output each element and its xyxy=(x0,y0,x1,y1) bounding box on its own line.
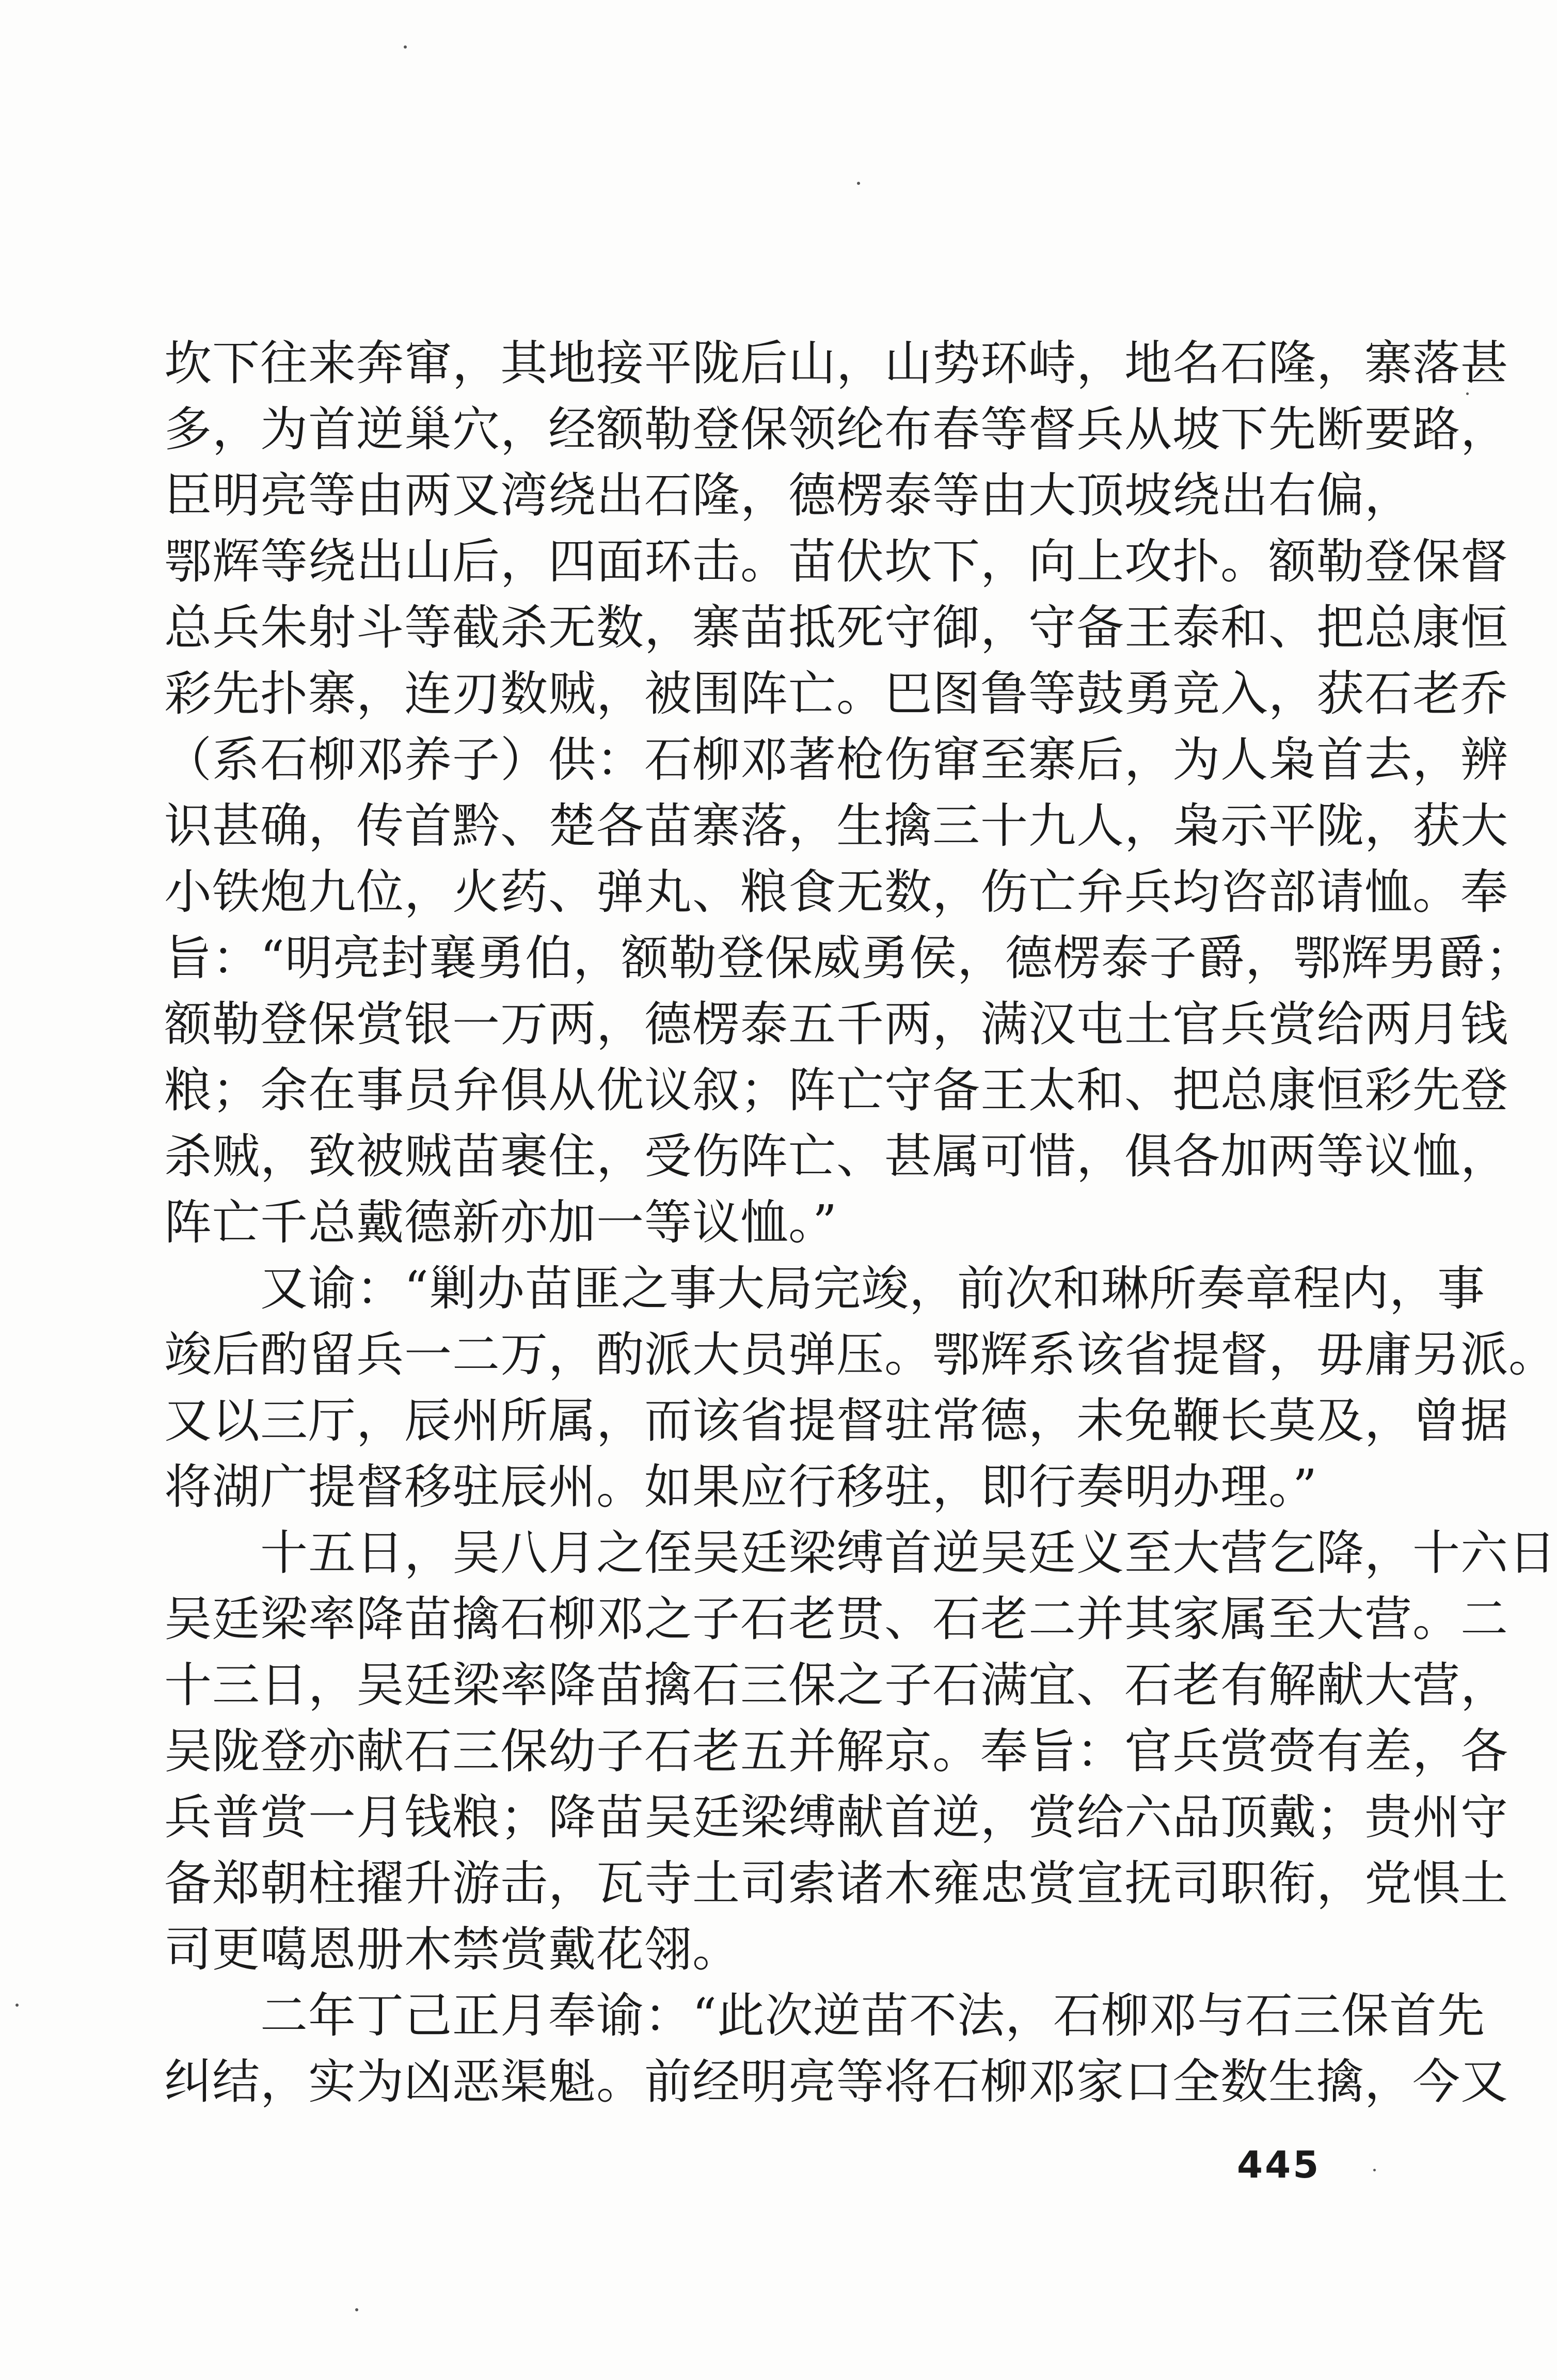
text-line: 彩先扑寨，连刃数贼，被围阵亡。巴图鲁等鼓勇竞入，获石老乔 xyxy=(164,666,1509,721)
text-line: 十三日，吴廷梁率降苗擒石三保之子石满宜、石老有解献大营， xyxy=(164,1658,1509,1713)
text-line: 杀贼，致被贼苗裹住，受伤阵亡、甚属可惜，俱各加两等议恤， xyxy=(164,1129,1509,1184)
text-line: 阵亡千总戴德新亦加一等议恤。” xyxy=(164,1195,838,1250)
text-line: 十五日，吴八月之侄吴廷梁缚首逆吴廷义至大营乞降，十六日 xyxy=(164,1525,1557,1581)
text-line: 吴廷梁率降苗擒石柳邓之子石老贯、石老二并其家属至大营。二 xyxy=(164,1591,1509,1647)
text-line: 纠结，实为凶恶渠魁。前经明亮等将石柳邓家口全数生擒，今又 xyxy=(164,2054,1509,2109)
text-line: 竣后酌留兵一二万，酌派大员弹压。鄂辉系该省提督，毋庸另派。 xyxy=(164,1327,1557,1382)
text-line: 吴陇登亦献石三保幼子石老五并解京。奉旨：官兵赏赍有差，各 xyxy=(164,1724,1509,1779)
text-line: 臣明亮等由两叉湾绕出石隆，德楞泰等由大顶坡绕出右偏， xyxy=(164,468,1413,523)
text-line: 兵普赏一月钱粮；降苗吴廷梁缚献首逆，赏给六品顶戴；贵州守 xyxy=(164,1790,1509,1845)
text-line: 总兵朱射斗等截杀无数，寨苗抵死守御，守备王泰和、把总康恒 xyxy=(164,600,1509,655)
text-line: 二年丁己正月奉谕：“此次逆苗不法，石柳邓与石三保首先 xyxy=(164,1988,1486,2043)
page-number: 445 xyxy=(1237,2143,1321,2186)
text-line: 将湖广提督移驻辰州。如果应行移驻，即行奏明办理。” xyxy=(164,1459,1318,1515)
body-text xyxy=(164,330,1557,2115)
text-line: 坎下往来奔窜，其地接平陇后山，山势环峙，地名石隆，寨落甚 xyxy=(164,336,1509,391)
scan-speck xyxy=(404,45,407,49)
text-line: 又谕：“剿办苗匪之事大局完竣，前次和琳所奏章程内，事 xyxy=(164,1261,1486,1316)
scan-speck xyxy=(355,2308,358,2311)
text-line: 备郑朝柱擢升游击，瓦寺土司索诸木雍忠赏宣抚司职衔，党惧土 xyxy=(164,1856,1509,1911)
text-line: 鄂辉等绕出山后，四面环击。苗伏坎下，向上攻扑。额勒登保督 xyxy=(164,534,1509,589)
text-line: 多，为首逆巢穴，经额勒登保领纶布春等督兵从坡下先断要路， xyxy=(164,402,1509,457)
scan-speck xyxy=(857,182,860,185)
text-line: 额勒登保赏银一万两，德楞泰五千两，满汉屯土官兵赏给两月钱 xyxy=(164,997,1509,1052)
text-line: 又以三厅，辰州所属，而该省提督驻常德，未免鞭长莫及，曾据 xyxy=(164,1393,1509,1448)
text-line: （系石柳邓养子）供：石柳邓著枪伤窜至寨后，为人枭首去，辨 xyxy=(164,732,1509,787)
text-line: 识甚确，传首黔、楚各苗寨落，生擒三十九人，枭示平陇，获大 xyxy=(164,798,1509,854)
text-line: 粮；余在事员弁俱从优议叙；阵亡守备王太和、把总康恒彩先登 xyxy=(164,1063,1509,1118)
scan-speck xyxy=(1466,392,1469,395)
text-line: 小铁炮九位，火药、弹丸、粮食无数，伤亡弁兵均咨部请恤。奉 xyxy=(164,864,1509,920)
text-line: 司更噶恩册木禁赏戴花翎。 xyxy=(164,1922,741,1977)
text-line: 旨：“明亮封襄勇伯，额勒登保威勇侯，德楞泰子爵，鄂辉男爵； xyxy=(164,931,1534,986)
scan-speck xyxy=(15,2004,19,2007)
scan-speck xyxy=(1373,2169,1376,2171)
